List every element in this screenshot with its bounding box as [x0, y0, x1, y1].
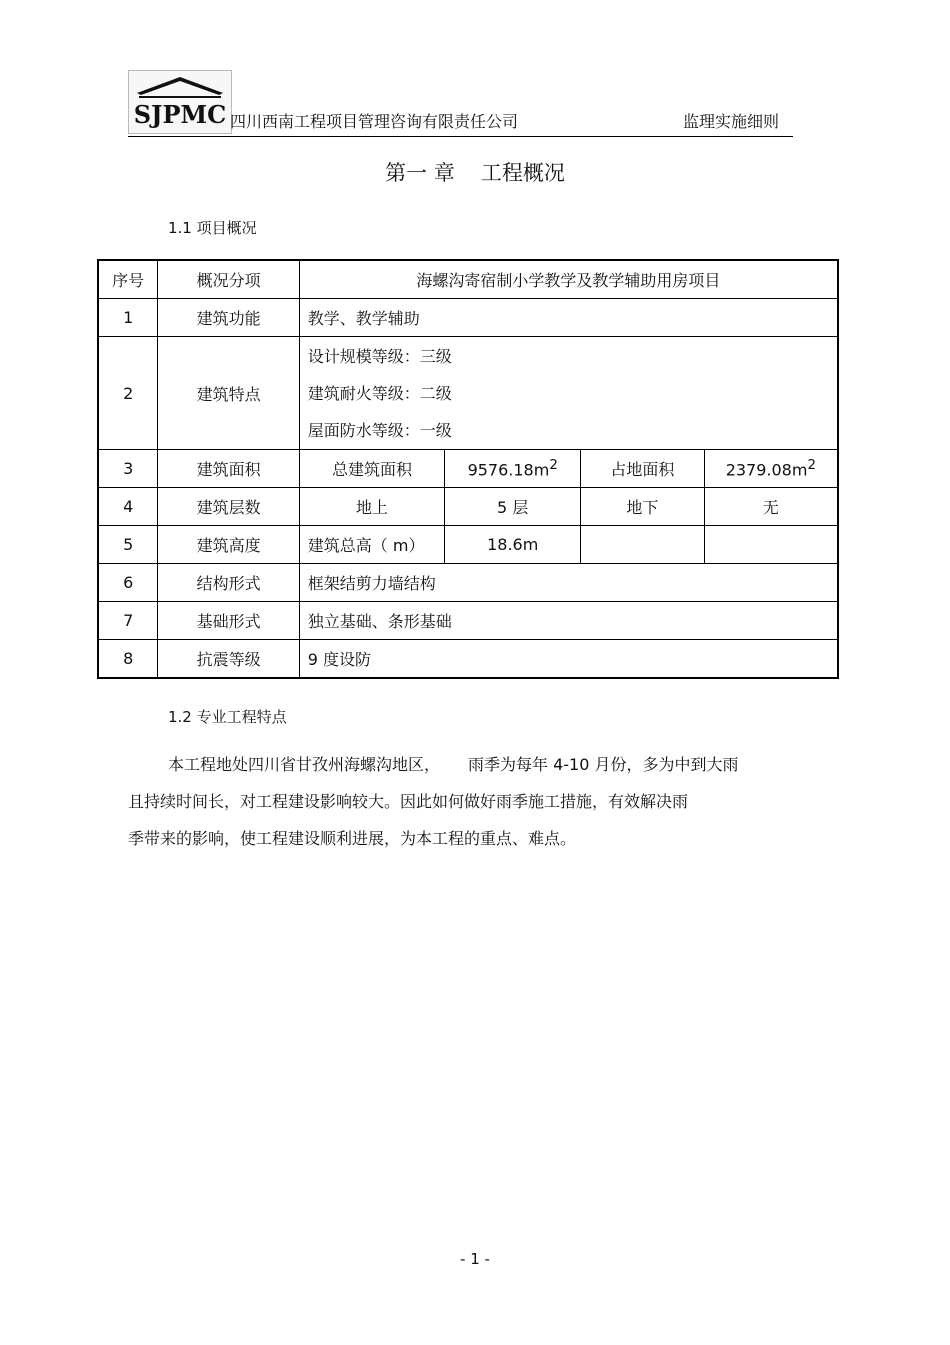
- row-no: 3: [98, 450, 158, 488]
- row-cell: 无: [704, 488, 838, 526]
- row-item: 抗震等级: [158, 640, 299, 679]
- row-cell: [581, 526, 705, 564]
- row-cell: 建筑总高（ m）: [299, 526, 444, 564]
- chapter-title: [0, 157, 950, 187]
- row-no: 8: [98, 640, 158, 679]
- table-row: [98, 450, 838, 488]
- row-cell: 占地面积: [581, 450, 705, 488]
- header-cell-project: 海螺沟寄宿制小学教学及教学辅助用房项目: [299, 260, 838, 299]
- table-row: [98, 337, 838, 450]
- logo-graphic: [129, 71, 231, 133]
- chapter-number: 第一 章: [385, 161, 455, 185]
- row-value: 9 度设防: [299, 640, 838, 679]
- row-value: 框架结剪力墙结构: [299, 564, 838, 602]
- row-item: 建筑特点: [158, 337, 299, 450]
- row-cell: $2379.08m^2$: [704, 450, 838, 488]
- table-row: [98, 602, 838, 640]
- feature-line: 建筑耐火等级：二级: [307, 383, 452, 403]
- row-cell: 18.6m: [445, 526, 581, 564]
- table-row: [98, 488, 838, 526]
- svg-text:SJPMC: SJPMC: [133, 100, 227, 129]
- row-value: [299, 337, 838, 450]
- row-item: 建筑高度: [158, 526, 299, 564]
- feature-line: 设计规模等级：三级: [307, 346, 452, 366]
- row-no: 5: [98, 526, 158, 564]
- row-item: 建筑功能: [158, 299, 299, 337]
- row-no: 1: [98, 299, 158, 337]
- header-cell-no: 序号: [98, 260, 158, 299]
- paragraph-line-3: 季带来的影响，使工程建设顺利进展，为本工程的重点、难点。: [128, 829, 577, 848]
- row-value: 教学、教学辅助: [299, 299, 838, 337]
- table-header-row: [98, 260, 838, 299]
- table-row: [98, 526, 838, 564]
- row-no: 6: [98, 564, 158, 602]
- document-type: 监理实施细则: [682, 112, 779, 131]
- table-row: [98, 564, 838, 602]
- row-cell: 总建筑面积: [299, 450, 444, 488]
- paragraph-line-2: 且持续时间长，对工程建设影响较大。因此如何做好雨季施工措施，有效解决雨: [128, 792, 689, 811]
- row-cell: 地下: [581, 488, 705, 526]
- paragraph-line-1: 本工程地处四川省甘孜州海螺沟地区， 雨季为每年 4-10 月份，多为中到大雨: [168, 755, 739, 774]
- row-item: 建筑层数: [158, 488, 299, 526]
- row-no: 7: [98, 602, 158, 640]
- row-no: 4: [98, 488, 158, 526]
- row-cell: 5 层: [445, 488, 581, 526]
- section-heading-1-2: 1.2 专业工程特点: [168, 708, 287, 726]
- company-logo: [128, 70, 232, 134]
- project-overview-table: [97, 259, 839, 679]
- page-number: - 1 -: [460, 1250, 490, 1268]
- row-item: 建筑面积: [158, 450, 299, 488]
- row-no: 2: [98, 337, 158, 450]
- row-item: 基础形式: [158, 602, 299, 640]
- row-cell: [704, 526, 838, 564]
- table-row: [98, 299, 838, 337]
- row-cell: $9576.18m^2$: [445, 450, 581, 488]
- row-cell: 地上: [299, 488, 444, 526]
- row-item: 结构形式: [158, 564, 299, 602]
- row-value: 独立基础、条形基础: [299, 602, 838, 640]
- chapter-name: 工程概况: [480, 161, 565, 185]
- feature-line: 屋面防水等级：一级: [307, 420, 452, 440]
- table-row: [98, 640, 838, 679]
- section-heading-1-1: 1.1 项目概况: [168, 219, 257, 237]
- page-header: [128, 70, 793, 137]
- header-cell-item: 概况分项: [158, 260, 299, 299]
- company-name: 四川西南工程项目管理咨询有限责任公司: [230, 112, 519, 131]
